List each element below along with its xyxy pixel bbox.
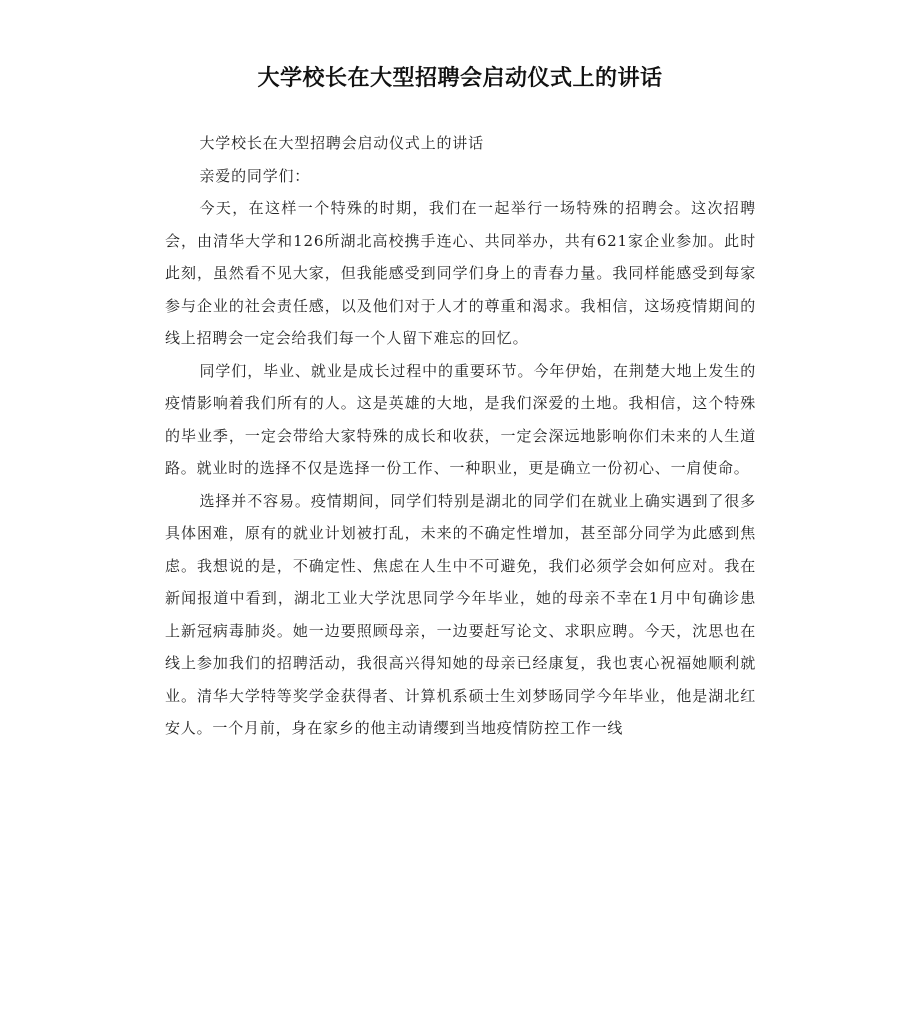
body-paragraph: 选择并不容易。疫情期间，同学们特别是湖北的同学们在就业上确实遇到了很多具体困难，原有的就业计划被打乱，未来的不确定性增加，甚至部分同学为此感到焦虑。我想说的是，不确定性、焦虑在人生中不可避免，我们必须学会如何应对。我在新闻报道中看到，湖北工业大学沈思同学今年毕业，她的母亲不幸在1月中旬确诊患上新冠病毒肺炎。她一边要照顾母亲，一边要赶写论文、求职应聘。今天，沈思也在线上参加我们的招聘活动，我很高兴得知她的母亲已经康复，我也衷心祝福她顺利就业。清华大学特等奖学金获得者、计算机系硕士生刘梦旸同学今年毕业，他是湖北红安人。一个月前，身在家乡的他主动请缨到当地疫情防控工作一线 xyxy=(165,491,756,737)
document-body xyxy=(165,127,756,745)
subtitle-paragraph: 大学校长在大型招聘会启动仪式上的讲话 xyxy=(199,134,484,152)
body-paragraph: 今天，在这样一个特殊的时期，我们在一起举行一场特殊的招聘会。这次招聘会，由清华大学和126所湖北高校携手连心、共同举办，共有621家企业参加。此时此刻，虽然看不见大家，但我能感受到同学们身上的青春力量。我同样能感受到每家参与企业的社会责任感，以及他们对于人才的尊重和渴求。我相信，这场疫情期间的线上招聘会一定会给我们每一个人留下难忘的回忆。 xyxy=(165,199,756,347)
salutation-paragraph: 亲爱的同学们： xyxy=(199,166,311,185)
body-paragraph: 同学们，毕业、就业是成长过程中的重要环节。今年伊始，在荆楚大地上发生的疫情影响着我们所有的人。这是英雄的大地，是我们深爱的土地。我相信，这个特殊的毕业季，一定会带给大家特殊的成长和收获，一定会深远地影响你们未来的人生道路。就业时的选择不仅是选择一份工作、一种职业，更是确立一份初心、一肩使命。 xyxy=(165,361,756,477)
document-title: 大学校长在大型招聘会启动仪式上的讲话 xyxy=(257,66,663,91)
